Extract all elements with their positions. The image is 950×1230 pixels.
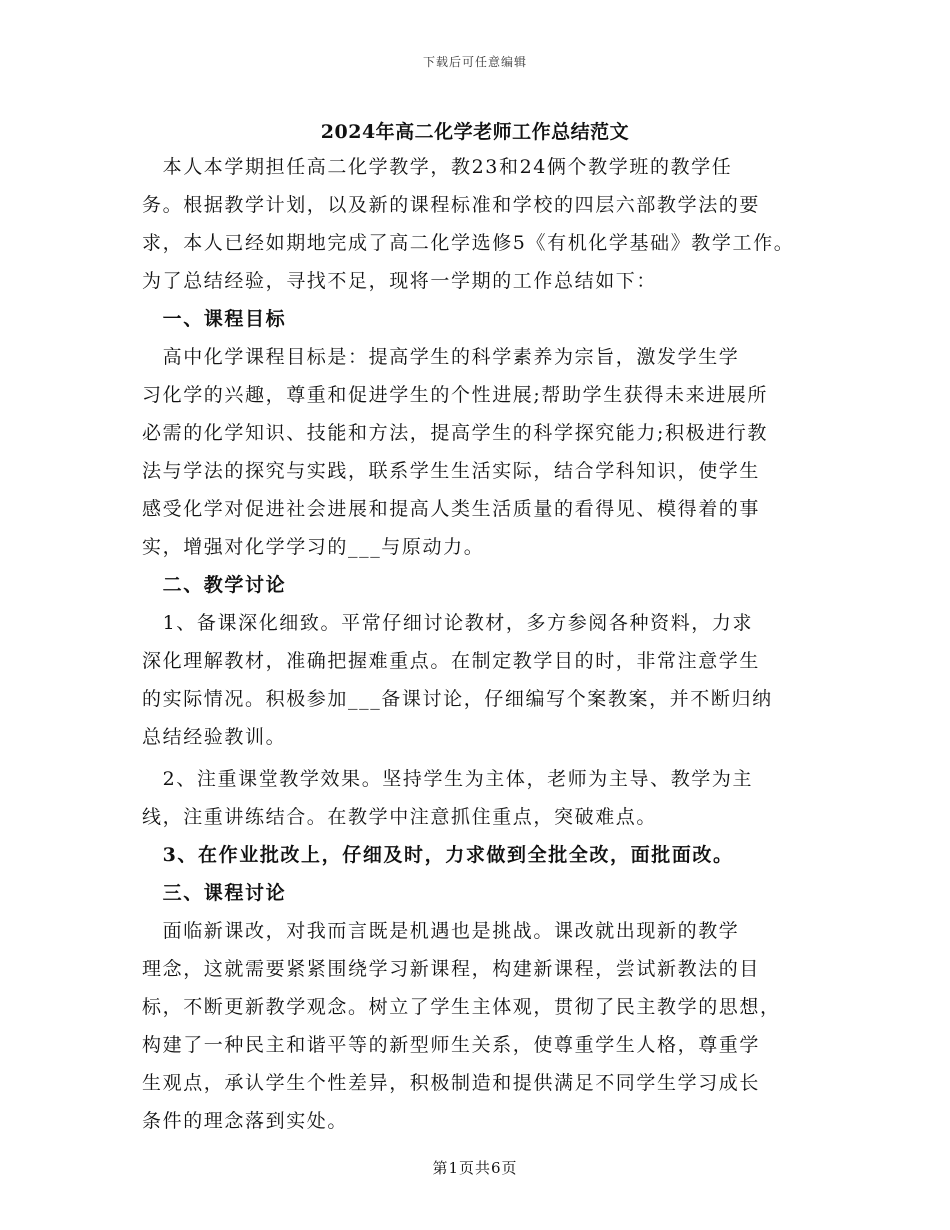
page-footer: 第1页共6页	[432, 1159, 518, 1177]
header-note: 下载后可任意编辑	[422, 55, 527, 69]
intro-line: 本人本学期担任高二化学教学，教23和24俩个教学班的教学任	[142, 156, 733, 178]
paragraph-line: 高中化学课程目标是：提高学生的科学素养为宗旨，激发学生学	[142, 346, 740, 368]
paragraph-line: 法与学法的探究与实践，联系学生生活实际，结合学科知识，使学生	[142, 460, 761, 482]
paragraph-line: 必需的化学知识、技能和方法，提高学生的科学探究能力;积极进行教	[142, 422, 769, 444]
section-heading-course-discussion: 三、课程讨论	[142, 882, 287, 904]
paragraph-line: 感受化学对促进社会进展和提高人类生活质量的看得见、模得着的事	[142, 498, 761, 520]
bold-paragraph-line: 3、在作业批改上，仔细及时，力求做到全批全改，面批面改。	[142, 844, 734, 866]
paragraph-line: 习化学的兴趣，尊重和促进学生的个性进展;帮助学生获得未来进展所	[142, 384, 769, 406]
intro-line: 务。根据教学计划，以及新的课程标准和学校的四层六部教学法的要	[142, 194, 761, 216]
paragraph-line: 深化理解教材，准确把握难重点。在制定教学目的时，非常注意学生	[142, 650, 761, 672]
paragraph-line: 理念，这就需要紧紧围绕学习新课程，构建新课程，尝试新教法的目	[142, 958, 761, 980]
paragraph-line: 构建了一种民主和谐平等的新型师生关系，使尊重学生人格，尊重学	[142, 1034, 761, 1056]
paragraph-line: 线，注重讲练结合。在教学中注意抓住重点，突破难点。	[142, 806, 658, 828]
section-heading-course-goals: 一、课程目标	[142, 308, 287, 330]
paragraph-line: 标，不断更新教学观念。树立了学生主体观，贯彻了民主教学的思想，	[142, 996, 781, 1018]
paragraph-line: 实，增强对化学学习的___与原动力。	[142, 536, 485, 558]
document-body	[142, 148, 812, 1140]
document-title: 2024年高二化学老师工作总结范文	[320, 121, 630, 143]
section-heading-teaching-discussion: 二、教学讨论	[142, 574, 287, 596]
paragraph-line: 生观点，承认学生个性差异，积极制造和提供满足不同学生学习成长	[142, 1072, 761, 1094]
paragraph-line: 面临新课改，对我而言既是机遇也是挑战。课改就出现新的教学	[142, 920, 740, 942]
intro-line: 求，本人已经如期地完成了高二化学选修5《有机化学基础》教学工作。	[142, 232, 795, 254]
paragraph-line: 2、注重课堂教学效果。坚持学生为主体，老师为主导、教学为主	[142, 768, 754, 790]
paragraph-line: 总结经验教训。	[142, 726, 287, 748]
paragraph-line: 的实际情况。积极参加___备课讨论，仔细编写个案教案，并不断归纳	[142, 688, 773, 710]
paragraph-line: 条件的理念落到实处。	[142, 1110, 349, 1132]
paragraph-line: 1、备课深化细致。平常仔细讨论教材，多方参阅各种资料，力求	[142, 612, 754, 634]
intro-line: 为了总结经验，寻找不足，现将一学期的工作总结如下：	[142, 270, 658, 292]
